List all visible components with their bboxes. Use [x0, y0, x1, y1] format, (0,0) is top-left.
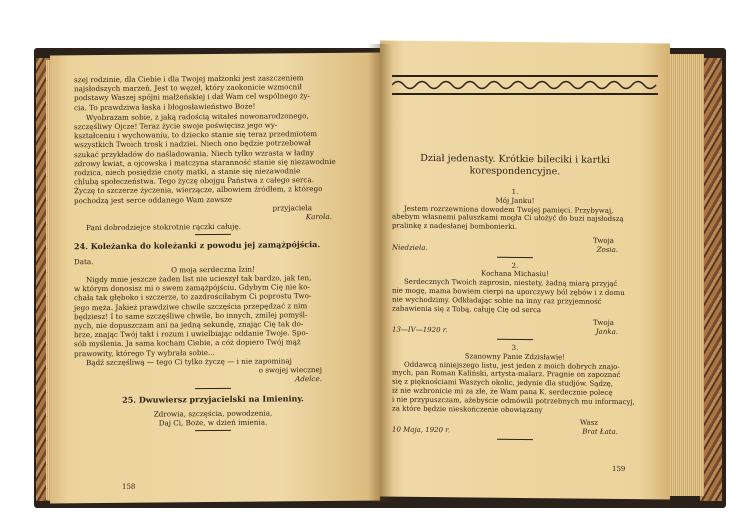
signature-name: Adelce.: [295, 374, 322, 384]
text-line: kształceniu i wychowaniu, to dziecko stanie się teraz przedmiotem: [74, 129, 318, 141]
text-line: najsłodszych marzeń. Jest to węzeł, który zaokonicie wzmocnił: [74, 82, 302, 94]
postscript: Pani dobrodziejce stokrotnie rączki całuję.: [86, 222, 241, 233]
letter-paragraph: [74, 111, 352, 205]
note-closing: Wasz: [579, 418, 598, 428]
note-date: 10 Maja, 1920 r.: [392, 425, 451, 435]
note-footer: [392, 243, 638, 254]
text-line: mych, pan Roman Kaliński, artysta-malarz. Pragnie on zapoznać: [392, 368, 621, 380]
text-line: wszystkich Twoich trosk i nadziei. Niech ono będzie potrzebował: [74, 138, 311, 150]
note-date: Niedziela.: [392, 243, 428, 252]
text-line: w którym donosisz mi o swem zamążpójściu. Gdybym Cię nie ko-: [74, 282, 310, 294]
note-closing: Twoja: [593, 236, 614, 245]
letter-body: [74, 273, 352, 358]
signature-name: Karola.: [305, 212, 332, 222]
note-body: [392, 278, 638, 316]
book-gutter: [368, 44, 392, 502]
section-heading-25: 25. Dwuwiersz przyjacielski na Imieniny.: [122, 392, 304, 405]
note-greeting: Mój Janku!: [495, 196, 535, 205]
text-line: Życzę to szczerze życzenia, wierzącze, albowiem źródłem, z którego: [74, 184, 323, 196]
page-number: 159: [612, 464, 626, 474]
letter-wish: Bądź szczęśliwą — tego Ci tylko życzę — i nie zapominaj: [86, 356, 292, 368]
section-heading-24: 24. Koleżanka do koleżanki z powodu jej zamążpójścia.: [74, 239, 321, 252]
text-line: chlubą społeczeństwa. Tego życzę obojgu Państwa z całego serca.: [74, 175, 315, 187]
text-line: zabawienia się z Tobą, całuję Cię od serca: [392, 304, 542, 314]
letter-date: Data.: [74, 256, 94, 266]
decorative-border-ornament: [392, 74, 658, 96]
chapter-heading: Dział jedenasty. Krótkie bileciki i kartki korespondencyjne.: [420, 152, 610, 178]
divider: [195, 387, 231, 388]
note-greeting: Kochana Michasiu!: [481, 269, 549, 279]
text-line: szej rodzinie, dla Ciebie i dla Twojej małżonki jest zaszczeniem: [74, 73, 304, 85]
note-body: [392, 204, 638, 233]
note-signature: Brat Łata.: [582, 427, 618, 437]
text-line: iż nie wzbronicie mi za złe, że Wam pana K. serdecznie polecę: [392, 386, 613, 397]
note-body: [392, 360, 638, 415]
left-page-text: [74, 73, 352, 436]
note-number: 1.: [511, 187, 519, 196]
text-line: nie mogę, mama bowiem cierpi na uporczywy ból zębów i z domu: [392, 286, 625, 298]
note-greeting: Szanowny Panie Zdzisławie!: [464, 352, 566, 362]
divider: [497, 339, 533, 340]
right-page: [380, 40, 670, 499]
text-line: za które będzie nieskończenie obowiązany: [392, 404, 543, 414]
divider: [497, 256, 533, 257]
verse-line: Daj Ci, Boże, w dzień imienia.: [158, 417, 268, 428]
text-line: Nigdy mnie jeszcze żaden list nie ucieszył tak bardzo, jak ten,: [86, 273, 312, 285]
note-footer: [392, 426, 638, 437]
page-block-edge: [668, 54, 704, 496]
divider: [497, 439, 533, 440]
verse-line: Zdrowia, szczęścia, powodzenia,: [153, 408, 273, 419]
note-date: 13—IV—1920 r.: [392, 325, 448, 335]
divider: [195, 430, 231, 431]
text-line: szukać przykładów do naśladowania. Niech tylko wzrasta w ładny: [74, 147, 314, 159]
text-line: Jestem rozrzewniona dowodem Twojej pamięci. Przybywaj,: [404, 204, 614, 215]
text-line: jego męża. Jakież prawdziwe chwile szczęścia przepędzać z nim: [74, 300, 308, 312]
left-page: [50, 53, 380, 504]
text-line: sób myślenia. Ja sama kocham Ciebie, a cóż dopiero Twój mąż: [74, 337, 301, 349]
text-line: pochodzą jest serce oddanego Wam zawsze: [74, 194, 233, 205]
text-line: podstawy Waszej spójni małżeńskiej i dał Wam cel wspólnego ży-: [74, 91, 310, 103]
note-signature: Zosia.: [596, 245, 618, 254]
right-page-text: [392, 153, 638, 444]
text-line: rodzica, niech posiędzie cnoty matki, a stanie się niezawodnie: [74, 166, 301, 178]
note-closing: Twoja: [593, 319, 614, 328]
text-line: Oddawcą niniejszego listu, jest jeden z moich dobrych znajo-: [404, 360, 620, 371]
text-line: cia. To prawdziwa łaska i błogosławieństwo Boże!: [74, 101, 256, 112]
text-line: będziesz! I to same szczęśliwe chwile, bo innych, zmilej pomyśl-: [74, 310, 308, 322]
text-line: pralinkę z nadesłanej bombonierki.: [392, 221, 517, 232]
letter-wish-end: o swojej wiecznej: [258, 365, 322, 375]
note-signature: Janka.: [595, 327, 618, 337]
divider: [195, 234, 231, 235]
note-footer: [392, 326, 638, 337]
text-line: i nie przypuszczam, ażebyście odmówili potrzebnych mu informacyj,: [392, 395, 635, 406]
text-line: prawowity, którego Ty wybrała sobie...: [74, 347, 215, 358]
text-line: abebym własnemi paluszkami mogła Ci ułożyć do buzi najsłodszą: [392, 212, 624, 224]
text-line: Wyobrażam sobie, z jaką radością witałeś nowonarodzonego,: [86, 110, 309, 122]
letter-top: [74, 73, 352, 112]
text-line: nych, nie dopuszczam ani na jedną sekundę, znając Cię tak do-: [74, 319, 304, 331]
note-number: 3.: [511, 343, 519, 352]
text-line: brze, znając Twój takt i rozum i uwielbiając oddanie Twoje. Spo-: [74, 328, 309, 340]
note-number: 2.: [511, 261, 519, 270]
text-line: chała tak głęboko i szczerze, to zazdrościłabym Ci poprostu Two-: [74, 291, 312, 303]
text-line: się z pięknościami Waszych okolic, jedynie dla studjów. Sądzę,: [392, 377, 614, 389]
text-line: Serdecznych Twoich zaprosin, niestety, żadną miarą przyjąć: [404, 277, 618, 289]
text-line: szczęśliwy Ojcze! Teraz życie swoje poświęcisz jego wy-: [74, 120, 278, 132]
page-number: 158: [122, 482, 136, 491]
text-line: nie wychodzimy. Odkładając sobie na inny raz przyjemność: [392, 295, 602, 306]
text-line: zdrowy kwiat, a ojcowska i matczyna staranność stanie się niezawodnie: [74, 156, 336, 169]
letter-greeting: O moja serdeczna Izin!: [171, 264, 255, 275]
signature-label: przyjaciela: [272, 202, 312, 213]
